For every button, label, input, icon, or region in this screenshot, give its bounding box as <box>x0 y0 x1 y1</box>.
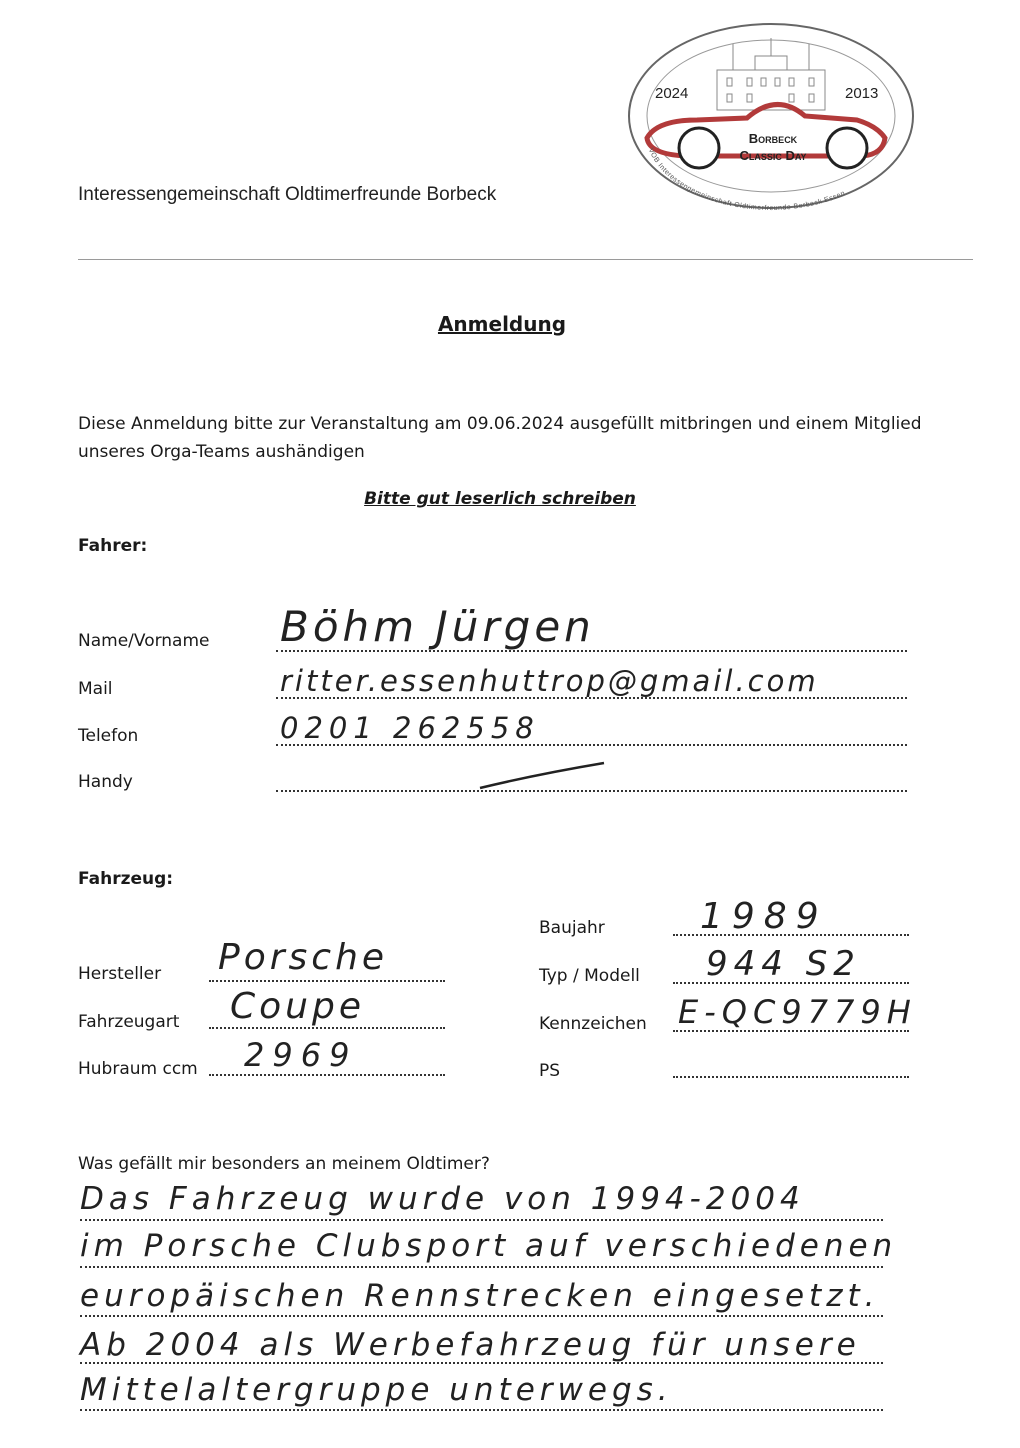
model-label: Typ / Modell <box>539 966 640 986</box>
answer-line-2[interactable]: im Porsche Clubsport auf verschiedenen <box>80 1228 898 1264</box>
answer-rule-2 <box>80 1266 883 1268</box>
answer-rule-4 <box>80 1362 883 1364</box>
driver-heading: Fahrer: <box>78 536 148 556</box>
legibility-note: Bitte gut leserlich schreiben <box>364 489 636 509</box>
vehicle-type-label: Fahrzeugart <box>78 1012 180 1032</box>
header-divider <box>78 259 973 260</box>
castle-drawing <box>717 38 825 110</box>
answer-rule-5 <box>80 1409 883 1411</box>
license-plate-field[interactable]: E-QC9779H <box>678 993 917 1031</box>
answer-line-4[interactable]: Ab 2004 als Werbefahrzeug für unsere <box>80 1327 861 1363</box>
phone-field[interactable]: 0201 262558 <box>280 711 540 745</box>
model-field[interactable]: 944 S2 <box>706 944 861 984</box>
intro-line-2: unseres Orga-Teams aushändigen <box>78 442 365 462</box>
mail-field[interactable]: ritter.essenhuttrop@gmail.com <box>280 664 819 698</box>
horsepower-label: PS <box>539 1061 561 1081</box>
borbeck-classic-day-logo <box>627 22 915 212</box>
name-label: Name/Vorname <box>78 631 210 651</box>
logo-year-right: 2013 <box>845 85 879 102</box>
year-label: Baujahr <box>539 918 605 938</box>
page-title: Anmeldung <box>437 312 567 336</box>
mobile-label: Handy <box>78 772 133 792</box>
logo-ring-text: VOB Interessengemeinschaft Oldtimerfreunde Borbeck Essen <box>646 147 847 212</box>
organization-name: Interessengemeinschaft Oldtimerfreunde Borbeck <box>78 184 497 205</box>
displacement-field[interactable]: 2969 <box>244 1036 358 1074</box>
logo-name-line1: Borbeck <box>748 131 798 146</box>
answer-line-1[interactable]: Das Fahrzeug wurde von 1994-2004 <box>80 1181 805 1217</box>
phone-label: Telefon <box>78 726 139 746</box>
mail-label: Mail <box>78 679 113 699</box>
logo-inner-ring <box>647 40 895 192</box>
answer-rule-3 <box>80 1315 883 1317</box>
year-field[interactable]: 1989 <box>700 896 828 937</box>
vehicle-type-field[interactable]: Coupe <box>230 986 365 1027</box>
intro-text <box>78 410 938 466</box>
intro-line-1: Diese Anmeldung bitte zur Veranstaltung am 09.06.2024 ausgefüllt mitbringen und einem Mitglied <box>78 414 922 434</box>
horsepower-line <box>673 1076 909 1078</box>
vehicle-type-line <box>209 1027 445 1029</box>
logo-name-line2: Classic Day <box>739 148 807 163</box>
manufacturer-field[interactable]: Porsche <box>218 937 389 978</box>
mobile-strike-mark <box>478 760 608 794</box>
vehicle-heading: Fahrzeug: <box>78 869 174 889</box>
displacement-label: Hubraum ccm <box>78 1059 198 1079</box>
name-field[interactable]: Böhm Jürgen <box>280 602 595 651</box>
answer-line-5[interactable]: Mittelaltergruppe unterwegs. <box>80 1372 673 1408</box>
car-front-wheel <box>679 128 719 168</box>
manufacturer-line <box>209 980 445 982</box>
logo-year-left: 2024 <box>655 85 689 102</box>
answer-line-3[interactable]: europäischen Rennstrecken eingesetzt. <box>80 1278 880 1314</box>
answer-rule-1 <box>80 1219 883 1221</box>
car-rear-wheel <box>827 128 867 168</box>
favorite-question-label: Was gefällt mir besonders an meinem Oldtimer? <box>78 1154 490 1174</box>
displacement-line <box>209 1074 445 1076</box>
license-plate-label: Kennzeichen <box>539 1014 647 1034</box>
manufacturer-label: Hersteller <box>78 964 162 984</box>
